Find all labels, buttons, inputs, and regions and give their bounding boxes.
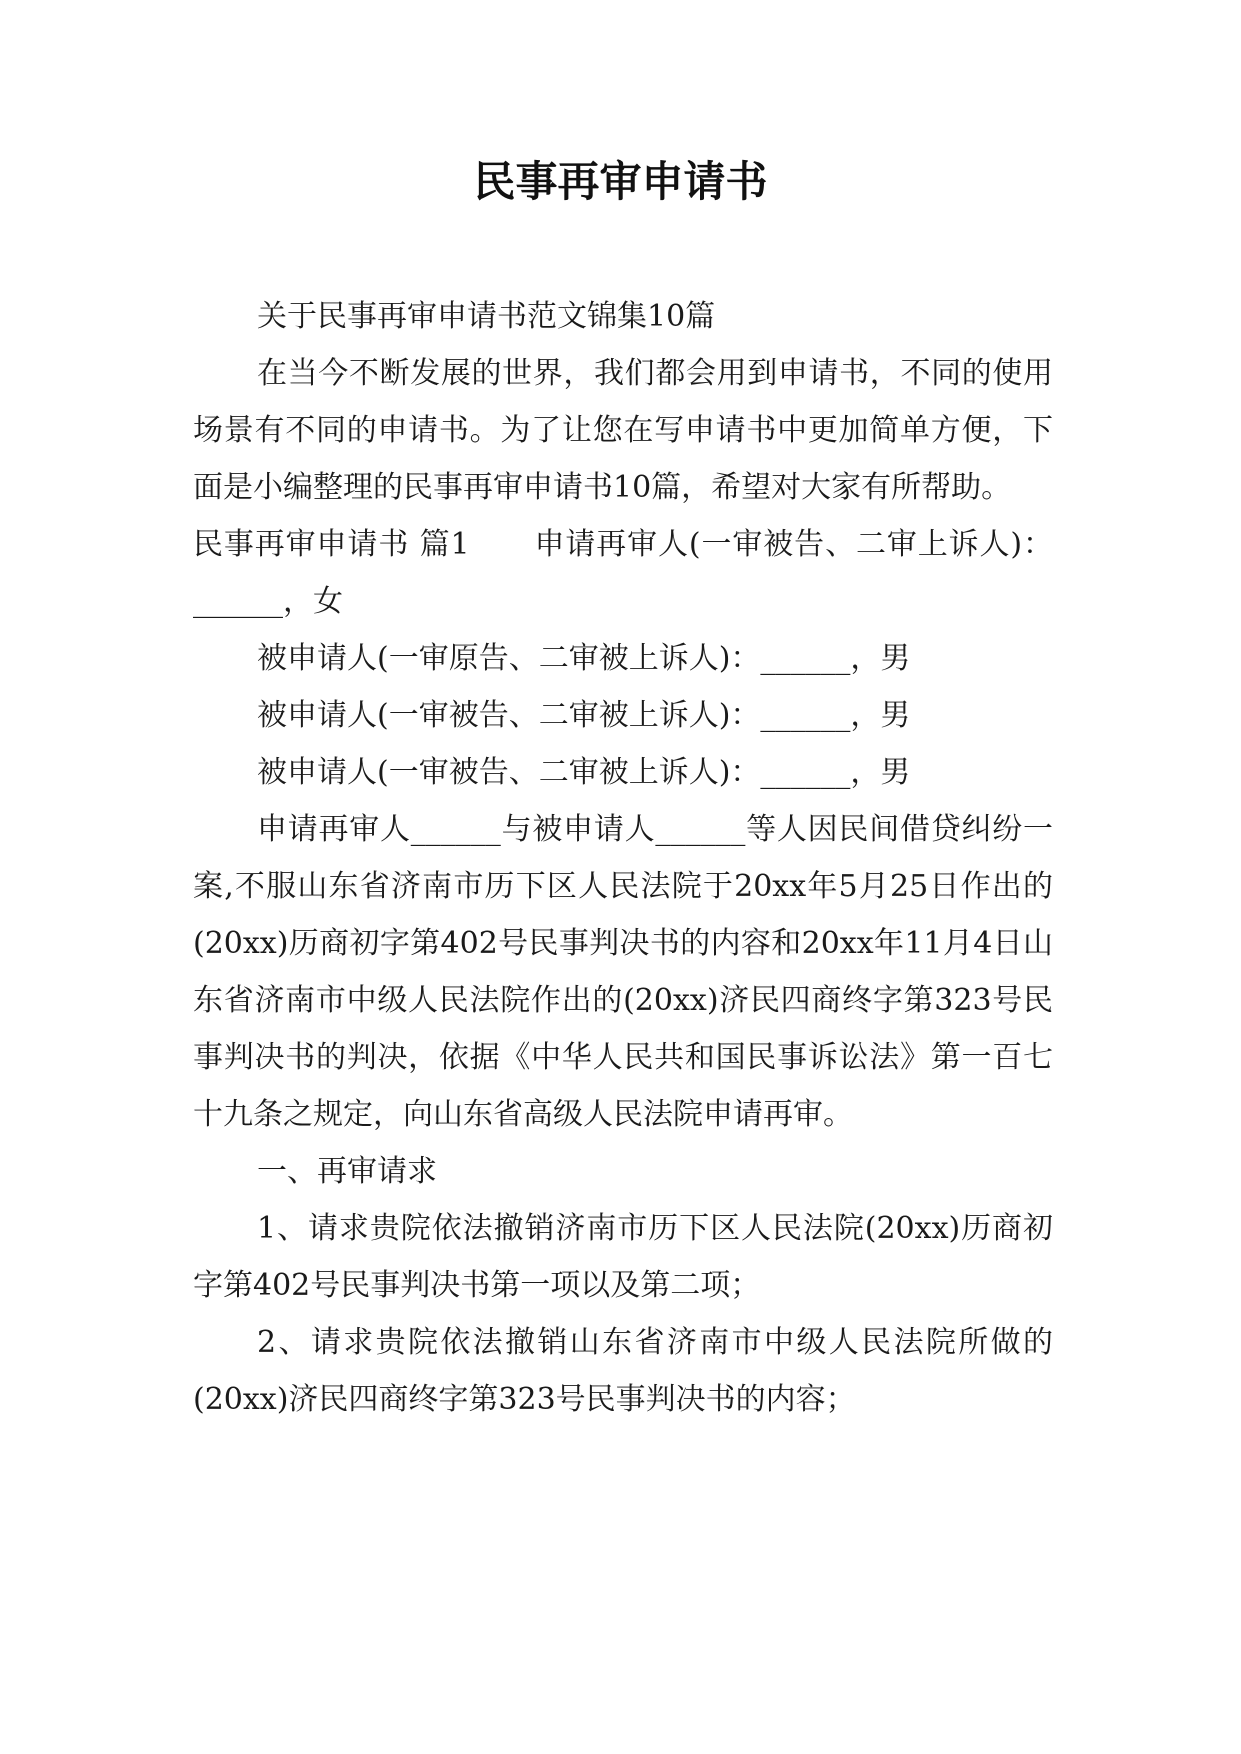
request-item-1: 1、请求贵院依法撤销济南市历下区人民法院(20xx)历商初字第402号民事判决书第一项以及第二项； xyxy=(193,1211,1053,1303)
respondent-line-1: 被申请人(一审原告、二审被上诉人)：______，男 xyxy=(257,641,911,676)
heading-retrial-request: 一、再审请求 xyxy=(257,1154,437,1189)
paragraph-case-facts: 申请再审人______与被申请人______等人因民间借贷纠纷一案,不服山东省济南市历下区人民法院于20xx年5月25日作出的(20xx)历商初字第402号民事判决书的内容和20xx年11月4日山东省济南市中级人民法院作出的(20xx)济民四商终字第323号民事判决书的判决，依据《中华人民共和国民事诉讼法》第一百七十九条之规定，向山东省高级人民法院申请再审。 xyxy=(193,812,1053,1132)
paragraph-intro-heading: 关于民事再审申请书范文锦集10篇 xyxy=(257,299,716,334)
document-body xyxy=(193,288,1053,1428)
section-label: 民事再审申请书 篇1 xyxy=(193,527,470,562)
respondent-line-3: 被申请人(一审被告、二审被上诉人)：______，男 xyxy=(257,755,911,790)
applicant-line: 申请再审人(一审被告、二审上诉人)：______，女 xyxy=(193,527,1053,619)
document-title: 民事再审申请书 xyxy=(473,157,768,206)
paragraph-intro: 在当今不断发展的世界，我们都会用到申请书，不同的使用场景有不同的申请书。为了让您在写申请书中更加简单方便，下面是小编整理的民事再审申请书10篇，希望对大家有所帮助。 xyxy=(193,356,1053,505)
respondent-line-2: 被申请人(一审被告、二审被上诉人)：______，男 xyxy=(257,698,911,733)
request-item-2: 2、请求贵院依法撤销山东省济南市中级人民法院所做的(20xx)济民四商终字第323号民事判决书的内容； xyxy=(193,1325,1053,1417)
section-paragraph xyxy=(193,516,1053,630)
